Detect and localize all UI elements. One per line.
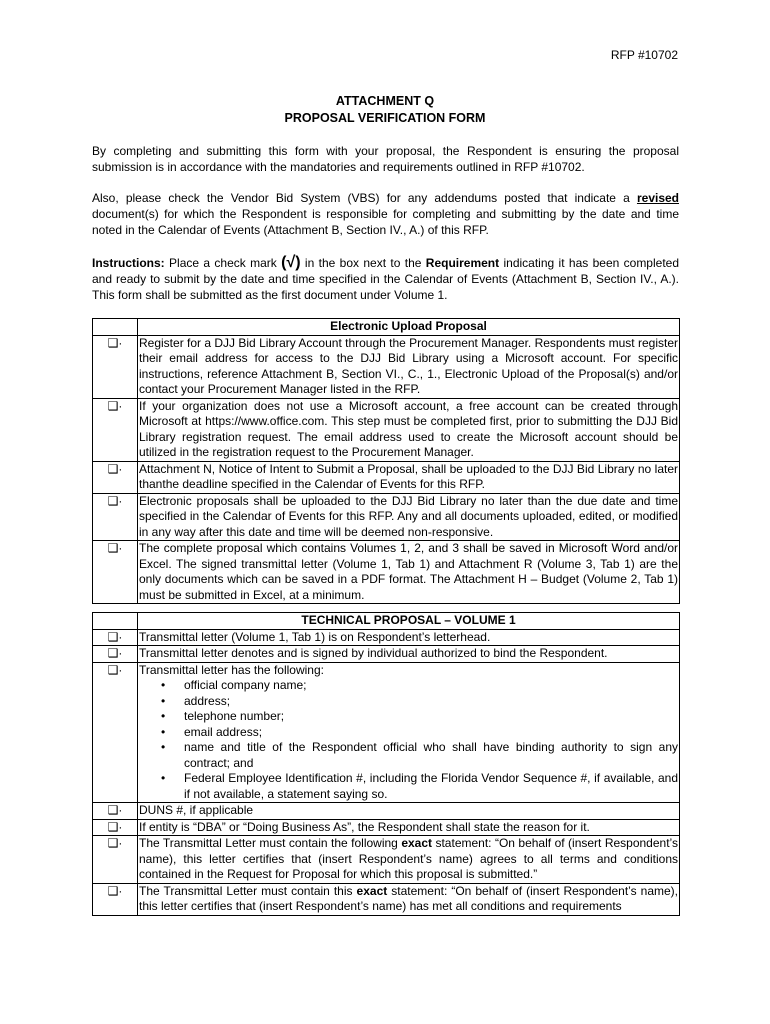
technical-proposal-table — [92, 612, 680, 916]
instructions-label: Instructions: — [92, 256, 165, 270]
table-row — [93, 541, 680, 604]
list-item: • official company name; — [184, 678, 678, 694]
table-row — [93, 662, 680, 803]
revised-emphasis: revised — [636, 191, 679, 205]
requirement-text: The Transmittal Letter must contain the following exact statement: “On behalf of (insert Respondent’s name), this letter certifies that (insert Respondent’s name) agrees to all terms and conditions contained in the Request for Proposal for which this proposal is submitted.” — [139, 836, 678, 881]
checkbox[interactable]: ❑· — [93, 629, 138, 646]
list-item: • name and title of the Respondent official who shall have binding authority to sign any contract; and — [184, 740, 678, 771]
requirement-text: Register for a DJJ Bid Library Account through the Procurement Manager. Respondents must register their email address for access to the DJJ Bid Library using a Microsoft account. For specific instructions, reference Attachment B, Section VI., C., 1., Electronic Upload of the Proposal(s) and/or contact your Procurement Manager listed in the RFP. — [139, 335, 678, 396]
checkbox[interactable]: ❑· — [93, 398, 138, 461]
table-row — [93, 461, 680, 493]
table-row — [93, 883, 680, 915]
rfp-number: RFP #10702 — [610, 48, 678, 62]
requirement-text: DUNS #, if applicable — [138, 803, 680, 820]
requirement-text: The Transmittal Letter must contain this exact statement: “On behalf of (insert Respondent’s name), this letter certifies that (insert Respondent’s name) has met all conditions and requirements — [139, 883, 678, 913]
table-row — [93, 836, 680, 884]
table-row — [93, 493, 680, 541]
checkbox[interactable]: ❑· — [93, 836, 138, 884]
table-row — [93, 629, 680, 646]
attachment-title: ATTACHMENT Q — [335, 94, 435, 108]
requirement-text: Transmittal letter denotes and is signed by individual authorized to bind the Respondent. — [138, 646, 680, 663]
checkbox[interactable]: ❑· — [93, 461, 138, 493]
requirement-text: The complete proposal which contains Volumes 1, 2, and 3 shall be saved in Microsoft Word and/or Excel. The signed transmittal letter (Volume 1, Tab 1) and Attachment R (Volume 3, Tab 1) are the only documents which can be saved in a PDF format. The Attachment H – Budget (Volume 2, Tab 1) must be submitted in Excel, at a minimum. — [139, 541, 678, 602]
requirement-text: Attachment N, Notice of Intent to Submit a Proposal, shall be uploaded to the DJJ Bid Library no later thanthe deadline specified in the Calendar of Events for this RFP. — [139, 461, 678, 491]
requirement-text: If your organization does not use a Microsoft account, a free account can be created through Microsoft at https://www.office.com. This step must be completed first, prior to submitting the DJJ Bid Library registration request. The email address used to create the Microsoft account should be utilized in the registration request to the Procurement Manager. — [139, 398, 678, 459]
requirement-text: Transmittal letter has the following: • official company name; • address; • telephone number; • email address; • name and title of the Respondent official who shall have binding authority to sign any contract; and • Federal Employee Identification #, including the Florida Vendor Sequence #, if available, and if not available, a statement saying so. — [138, 662, 680, 803]
checkbox[interactable]: ❑· — [93, 819, 138, 836]
table-row — [93, 819, 680, 836]
checkbox[interactable]: ❑· — [93, 493, 138, 541]
vbs-paragraph: Also, please check the Vendor Bid System (VBS) for any addendums posted that indicate a revised document(s) for which the Respondent is responsible for completing and submitting by the date and time noted in the Calendar of Events (Attachment B, Section IV., A.) of this RFP. — [92, 191, 679, 237]
list-item: • Federal Employee Identification #, including the Florida Vendor Sequence #, if available, and if not available, a statement saying so. — [184, 771, 678, 802]
technical-proposal-header: TECHNICAL PROPOSAL – VOLUME 1 — [138, 613, 680, 630]
instructions-paragraph: Instructions: Place a check mark (√) in the box next to the Requirement indicating it has been completed and ready to submit by the date and time specified in the Calendar of Events (Attachment B, Section IV., A.). This form shall be submitted as the first document under Volume 1. — [92, 254, 680, 302]
requirement-text: Electronic proposals shall be uploaded to the DJJ Bid Library no later than the due date and time specified in the Calendar of Events for this RFP. Any and all documents uploaded, edited, or modified in any way after this date and time will be deemed non-responsive. — [139, 493, 678, 539]
transmittal-letter-contents-list — [139, 678, 678, 802]
list-item: • email address; — [184, 725, 678, 741]
table-row — [93, 646, 680, 663]
requirement-text: If entity is “DBA” or “Doing Business As”, the Respondent shall state the reason for it. — [138, 819, 680, 836]
checkbox[interactable]: ❑· — [93, 803, 138, 820]
checkbox[interactable]: ❑· — [93, 883, 138, 915]
electronic-upload-table — [92, 318, 680, 604]
form-title: PROPOSAL VERIFICATION FORM — [284, 111, 486, 125]
table-row — [93, 803, 680, 820]
checkbox[interactable]: ❑· — [93, 662, 138, 803]
checkbox[interactable]: ❑· — [93, 335, 138, 398]
checkbox[interactable]: ❑· — [93, 646, 138, 663]
table-row — [93, 398, 680, 461]
checkbox[interactable]: ❑· — [93, 541, 138, 604]
check-mark-symbol: (√) — [281, 254, 301, 271]
list-item: • address; — [184, 694, 678, 710]
electronic-upload-header: Electronic Upload Proposal — [138, 319, 680, 336]
list-item: • telephone number; — [184, 709, 678, 725]
table-row — [93, 335, 680, 398]
intro-paragraph: By completing and submitting this form with your proposal, the Respondent is ensuring the proposal submission is in accordance with the mandatories and requirements outlined in RFP #10702. — [92, 144, 679, 174]
requirement-text: Transmittal letter (Volume 1, Tab 1) is on Respondent’s letterhead. — [138, 629, 680, 646]
